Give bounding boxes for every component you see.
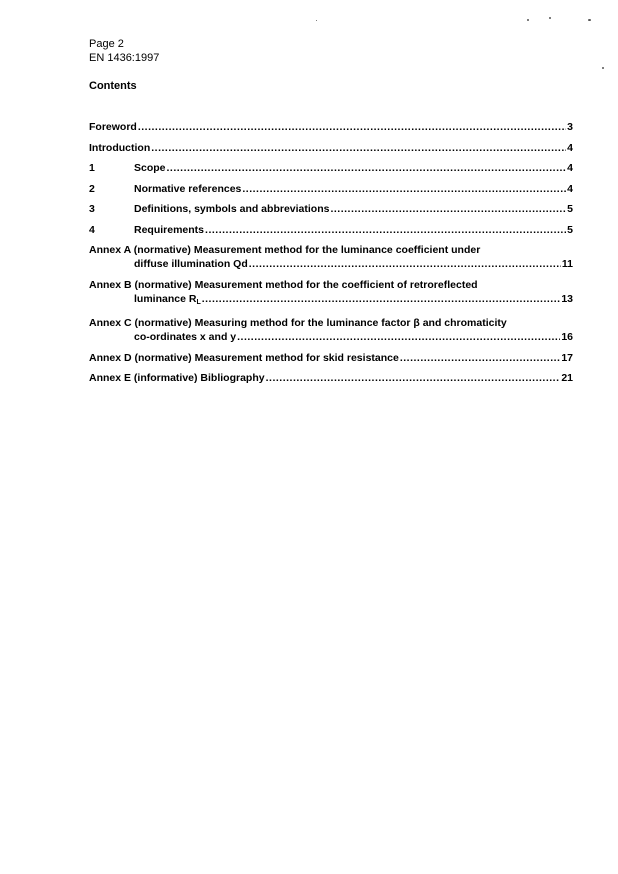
toc-page: 5	[567, 223, 573, 236]
toc-entry-clause-4[interactable]	[89, 223, 573, 237]
toc-page: 4	[567, 162, 573, 174]
toc-title: Annex E (informative) Bibliography	[89, 372, 265, 384]
leader-dots	[266, 371, 561, 385]
toc-title: Definitions, symbols and abbreviations	[134, 203, 330, 215]
standard-id: EN 1436:1997	[89, 52, 160, 64]
toc-title-line1: Annex B (normative) Measurement method for the coefficient of retroreflected	[89, 278, 478, 291]
toc-page: 21	[561, 372, 573, 384]
toc-entry-annex-a[interactable]	[89, 243, 573, 271]
toc-entry-annex-c[interactable]	[89, 316, 573, 344]
toc-entry-annex-e[interactable]	[89, 371, 573, 385]
leader-dots	[330, 202, 566, 216]
toc-title: Annex D (normative) Measurement method for skid resistance	[89, 351, 399, 364]
table-of-contents	[89, 120, 573, 392]
toc-entry-clause-1[interactable]	[89, 161, 573, 175]
leader-dots	[400, 351, 560, 365]
toc-page: 5	[567, 203, 573, 215]
toc-title: Scope	[134, 162, 166, 174]
toc-title: Requirements	[134, 223, 205, 236]
leader-dots	[202, 292, 561, 306]
subscript: L	[196, 298, 201, 306]
clause-number: 1	[89, 162, 95, 174]
scan-speck	[549, 17, 551, 19]
toc-entry-annex-d[interactable]	[89, 351, 573, 365]
toc-title-line2: co-ordinates x and y	[134, 331, 237, 343]
toc-title-line2	[134, 292, 201, 310]
leader-dots	[167, 161, 567, 175]
toc-entry-annex-b[interactable]	[89, 278, 573, 310]
leader-dots	[138, 120, 566, 134]
leader-dots	[151, 141, 566, 155]
scan-speck	[602, 67, 604, 69]
toc-title-text: luminance R	[134, 292, 197, 305]
page-header	[89, 37, 159, 65]
toc-entry-clause-2[interactable]	[89, 182, 573, 196]
toc-title: Foreword	[89, 121, 137, 133]
toc-title-line1: Annex C (normative) Measuring method for the luminance factor β and chromaticity	[89, 317, 507, 329]
clause-number: 2	[89, 182, 95, 195]
toc-page: 16	[561, 331, 573, 343]
scan-speck	[588, 19, 591, 21]
toc-title: Introduction	[89, 141, 151, 154]
scan-speck	[527, 19, 529, 21]
toc-title-line2: diffuse illumination Qd	[134, 258, 248, 270]
toc-title-line1: Annex A (normative) Measurement method for the luminance coefficient under	[89, 244, 481, 256]
page-number: Page 2	[89, 38, 124, 50]
leader-dots	[249, 257, 561, 271]
toc-entry-introduction[interactable]	[89, 141, 573, 155]
toc-page: 3	[567, 121, 573, 133]
clause-number: 3	[89, 203, 95, 215]
clause-number: 4	[89, 223, 95, 236]
toc-entry-foreword[interactable]	[89, 120, 573, 134]
toc-entry-clause-3[interactable]	[89, 202, 573, 216]
toc-page: 4	[567, 141, 573, 154]
toc-page: 13	[561, 292, 573, 305]
toc-title: Normative references	[134, 182, 242, 195]
leader-dots	[205, 223, 566, 237]
contents-heading: Contents	[89, 80, 137, 92]
leader-dots	[242, 182, 566, 196]
leader-dots	[237, 330, 560, 344]
toc-page: 17	[561, 351, 573, 364]
toc-page: 11	[561, 258, 573, 270]
toc-page: 4	[567, 182, 573, 195]
scan-speck	[316, 20, 317, 21]
